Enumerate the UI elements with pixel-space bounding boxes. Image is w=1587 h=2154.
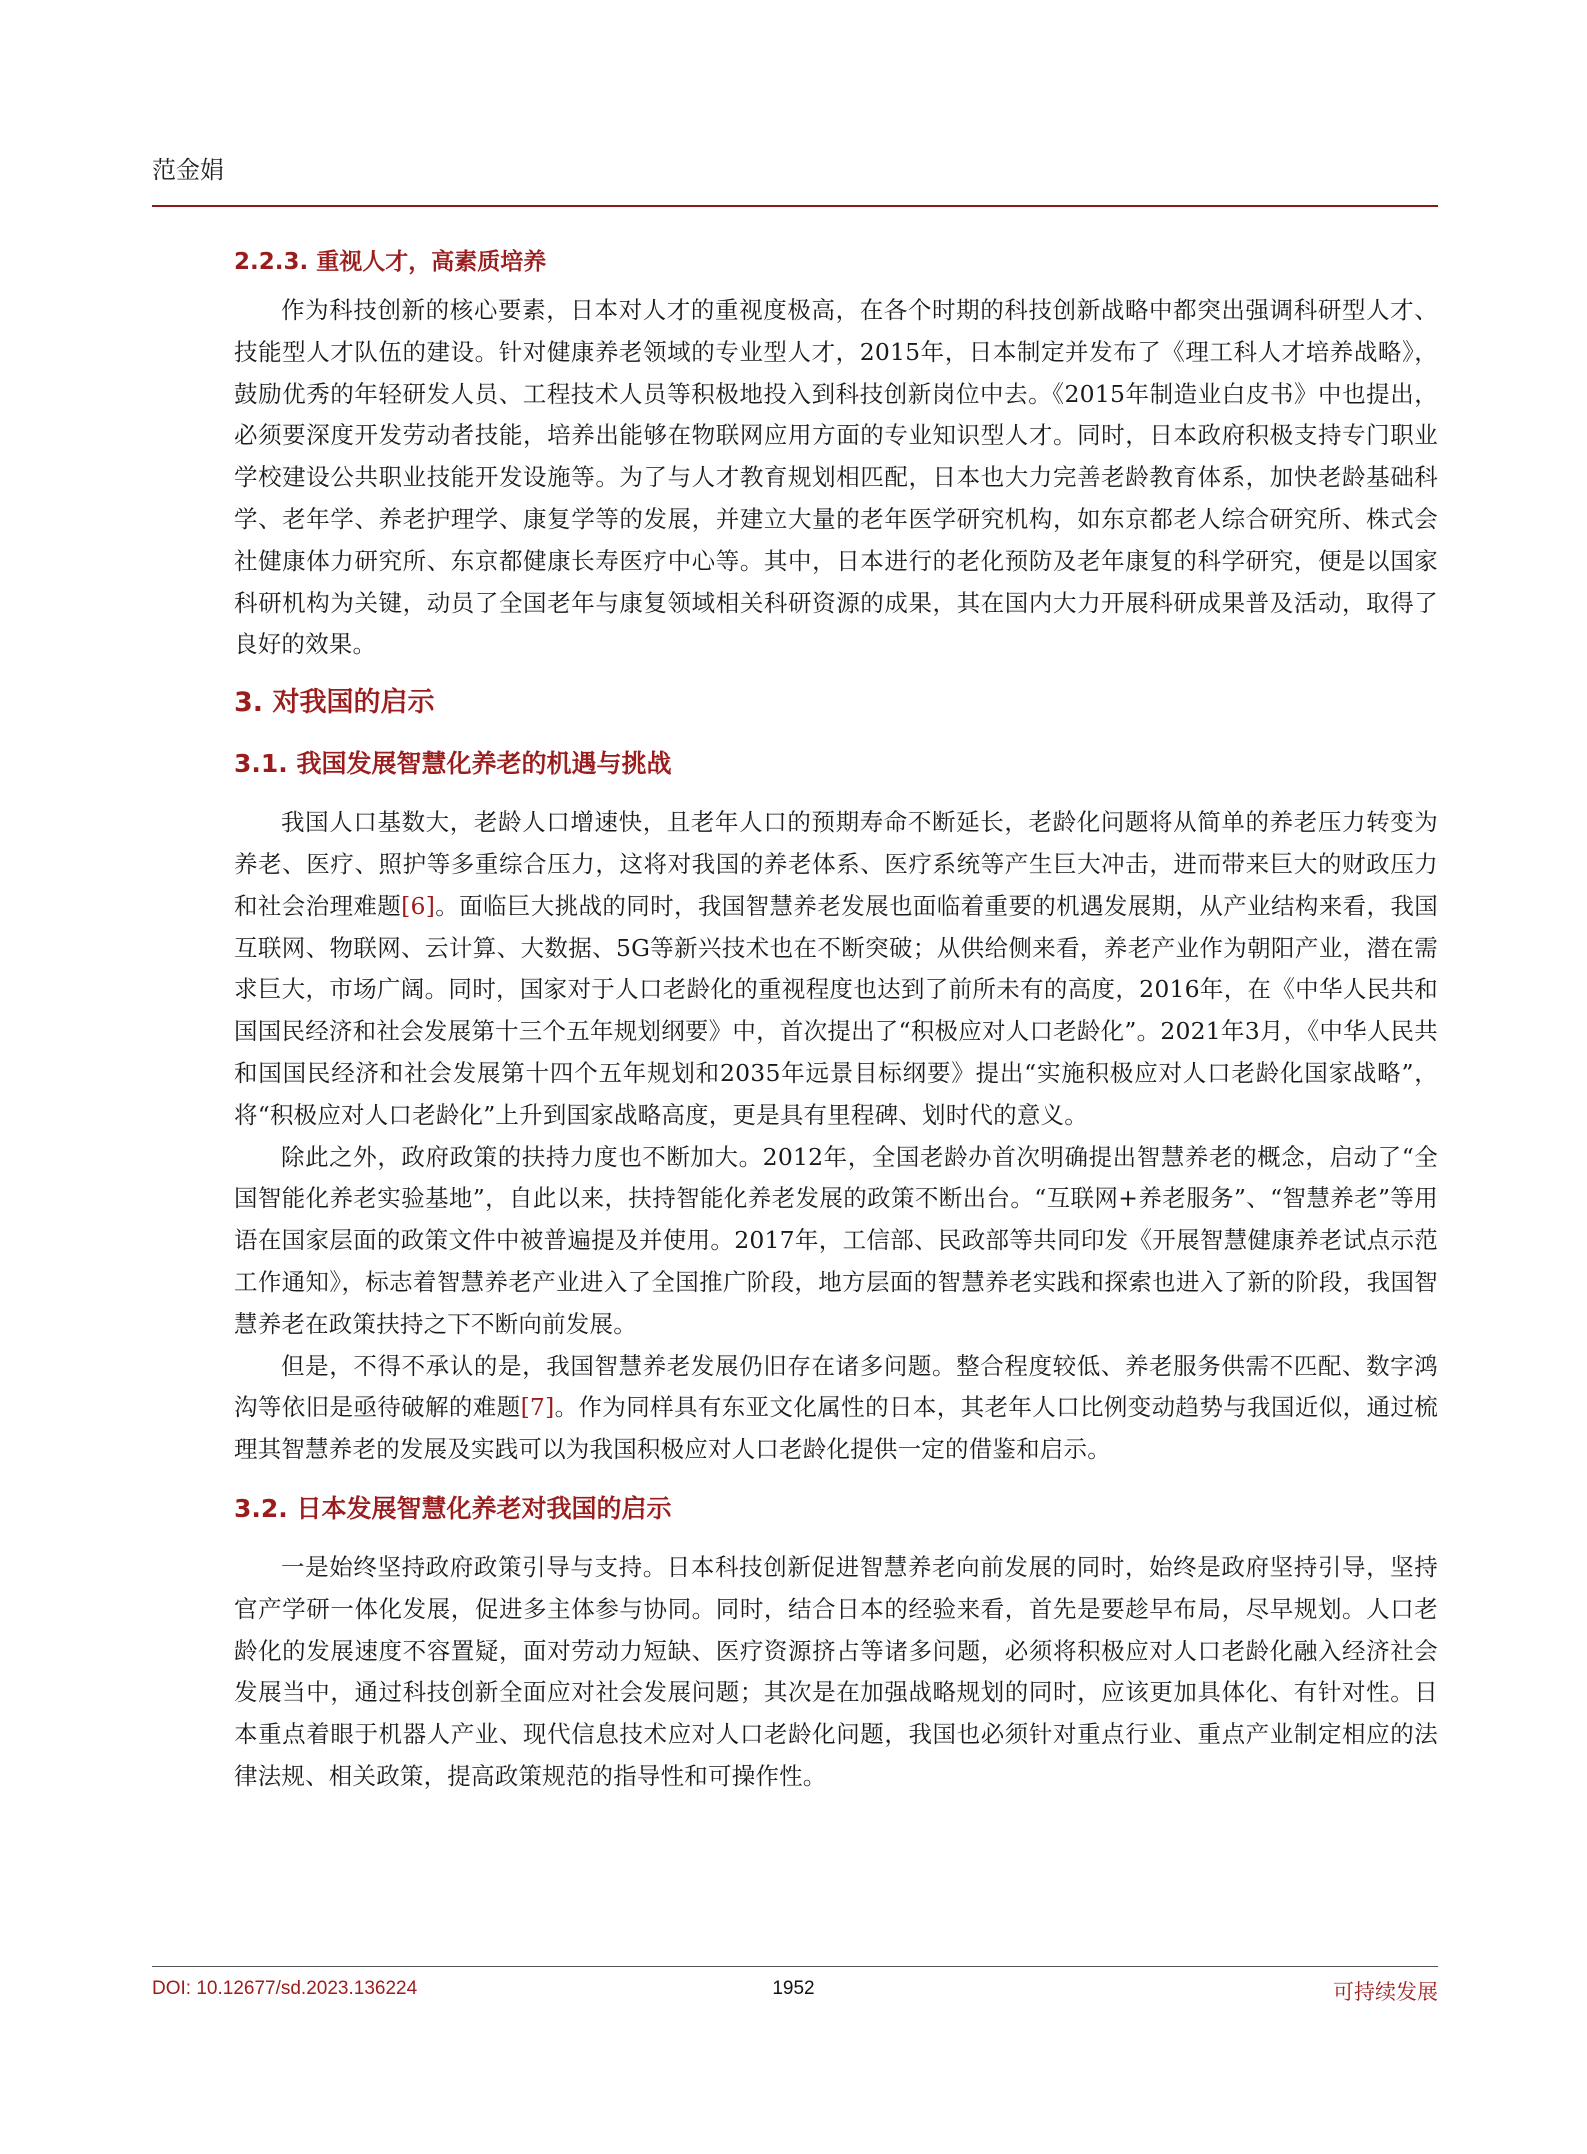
section-3-title: 3. 对我国的启示 <box>234 687 435 719</box>
section-3-1-paragraph-1 <box>234 802 1438 1136</box>
section-3-2-title: 3.2. 日本发展智慧化养老对我国的启示 <box>234 1493 672 1523</box>
header-divider <box>152 205 1438 207</box>
section-2-2-3-paragraph: 作为科技创新的核心要素，日本对人才的重视度极高，在各个时期的科技创新战略中都突出强调科研型人才、技能型人才队伍的建设。针对健康养老领域的专业型人才，2015年，日本制定并发布了《理工科人才培养战略》，鼓励优秀的年轻研发人员、工程技术人员等积极地投入到科技创新岗位中去。《2015年制造业白皮书》中也提出，必须要深度开发劳动者技能，培养出能够在物联网应用方面的专业知识型人才。同时，日本政府积极支持专门职业学校建设公共职业技能开发设施等。为了与人才教育规划相匹配，日本也大力完善老龄教育体系，加快老龄基础科学、老年学、养老护理学、康复学等的发展，并建立大量的老年医学研究机构，如东京都老人综合研究所、株式会社健康体力研究所、东京都健康长寿医疗中心等。其中，日本进行的老化预防及老年康复的科学研究，便是以国家科研机构为关键，动员了全国老年与康复领域相关科研资源的成果，其在国内大力开展科研成果普及活动，取得了良好的效果。 <box>234 296 1438 659</box>
paragraph-text: 我国人口基数大，老龄人口增速快，且老年人口的预期寿命不断延长，老龄化问题将从简单的养老压力转变为养老、医疗、照护等多重综合压力，这将对我国的养老体系、医疗系统等产生巨大冲击，进而带来巨大的财政压力和社会治理难题 <box>234 808 1438 920</box>
citation-link[interactable]: [6] <box>401 891 436 920</box>
article-body <box>234 232 1438 1798</box>
section-3-2-paragraph-1: 一是始终坚持政府政策引导与支持。日本科技创新促进智慧养老向前发展的同时，始终是政府坚持引导，坚持官产学研一体化发展，促进多主体参与协同。同时，结合日本的经验来看，首先是要趁早布局，尽早规划。人口老龄化的发展速度不容置疑，面对劳动力短缺、医疗资源挤占等诸多问题，必须将积极应对人口老龄化融入经济社会发展当中，通过科技创新全面应对社会发展问题；其次是在加强战略规划的同时，应该更加具体化、有针对性。日本重点着眼于机器人产业、现代信息技术应对人口老龄化问题，我国也必须针对重点行业、重点产业制定相应的法律法规、相关政策，提高政策规范的指导性和可操作性。 <box>234 1552 1438 1790</box>
footer-page-number: 1952 <box>772 1978 815 1999</box>
section-3-1-paragraph-3 <box>234 1346 1438 1471</box>
footer-divider <box>152 1966 1438 1967</box>
footer-journal-name: 可持续发展 <box>1333 1980 1438 2004</box>
section-3-1-paragraph-2: 除此之外，政府政策的扶持力度也不断加大。2012年，全国老龄办首次明确提出智慧养老的概念，启动了“全国智能化养老实验基地”，自此以来，扶持智能化养老发展的政策不断出台。“互联网+养老服务”、“智慧养老”等用语在国家层面的政策文件中被普遍提及并使用。2017年，工信部、民政部等共同印发《开展智慧健康养老试点示范工作通知》，标志着智慧养老产业进入了全国推广阶段，地方层面的智慧养老实践和探索也进入了新的阶段，我国智慧养老在政策扶持之下不断向前发展。 <box>234 1142 1438 1338</box>
header-author: 范金娟 <box>152 156 224 184</box>
citation-link[interactable]: [7] <box>520 1393 555 1422</box>
paragraph-text: 。作为同样具有东亚文化属性的日本，其老年人口比例变动趋势与我国近似，通过梳理其智慧养老的发展及实践可以为我国积极应对人口老龄化提供一定的借鉴和启示。 <box>234 1393 1438 1464</box>
section-2-2-3-title: 2.2.3. 重视人才，高素质培养 <box>234 249 547 275</box>
footer-doi[interactable]: DOI: 10.12677/sd.2023.136224 <box>152 1978 418 1999</box>
paragraph-text: 但是，不得不承认的是，我国智慧养老发展仍旧存在诸多问题。整合程度较低、养老服务供需不匹配、数字鸿沟等依旧是亟待破解的难题 <box>234 1351 1438 1422</box>
section-3-1-title: 3.1. 我国发展智慧化养老的机遇与挑战 <box>234 749 672 779</box>
paragraph-text: 。面临巨大挑战的同时，我国智慧养老发展也面临着重要的机遇发展期，从产业结构来看，我国互联网、物联网、云计算、大数据、5G等新兴技术也在不断突破；从供给侧来看，养老产业作为朝阳产业，潜在需求巨大，市场广阔。同时，国家对于人口老龄化的重视程度也达到了前所未有的高度，2016年，在《中华人民共和国国民经济和社会发展第十三个五年规划纲要》中，首次提出了“积极应对人口老龄化”。2021年3月，《中华人民共和国国民经济和社会发展第十四个五年规划和2035年远景目标纲要》提出“实施积极应对人口老龄化国家战略”，将“积极应对人口老龄化”上升到国家战略高度，更是具有里程碑、划时代的意义。 <box>234 891 1439 1129</box>
